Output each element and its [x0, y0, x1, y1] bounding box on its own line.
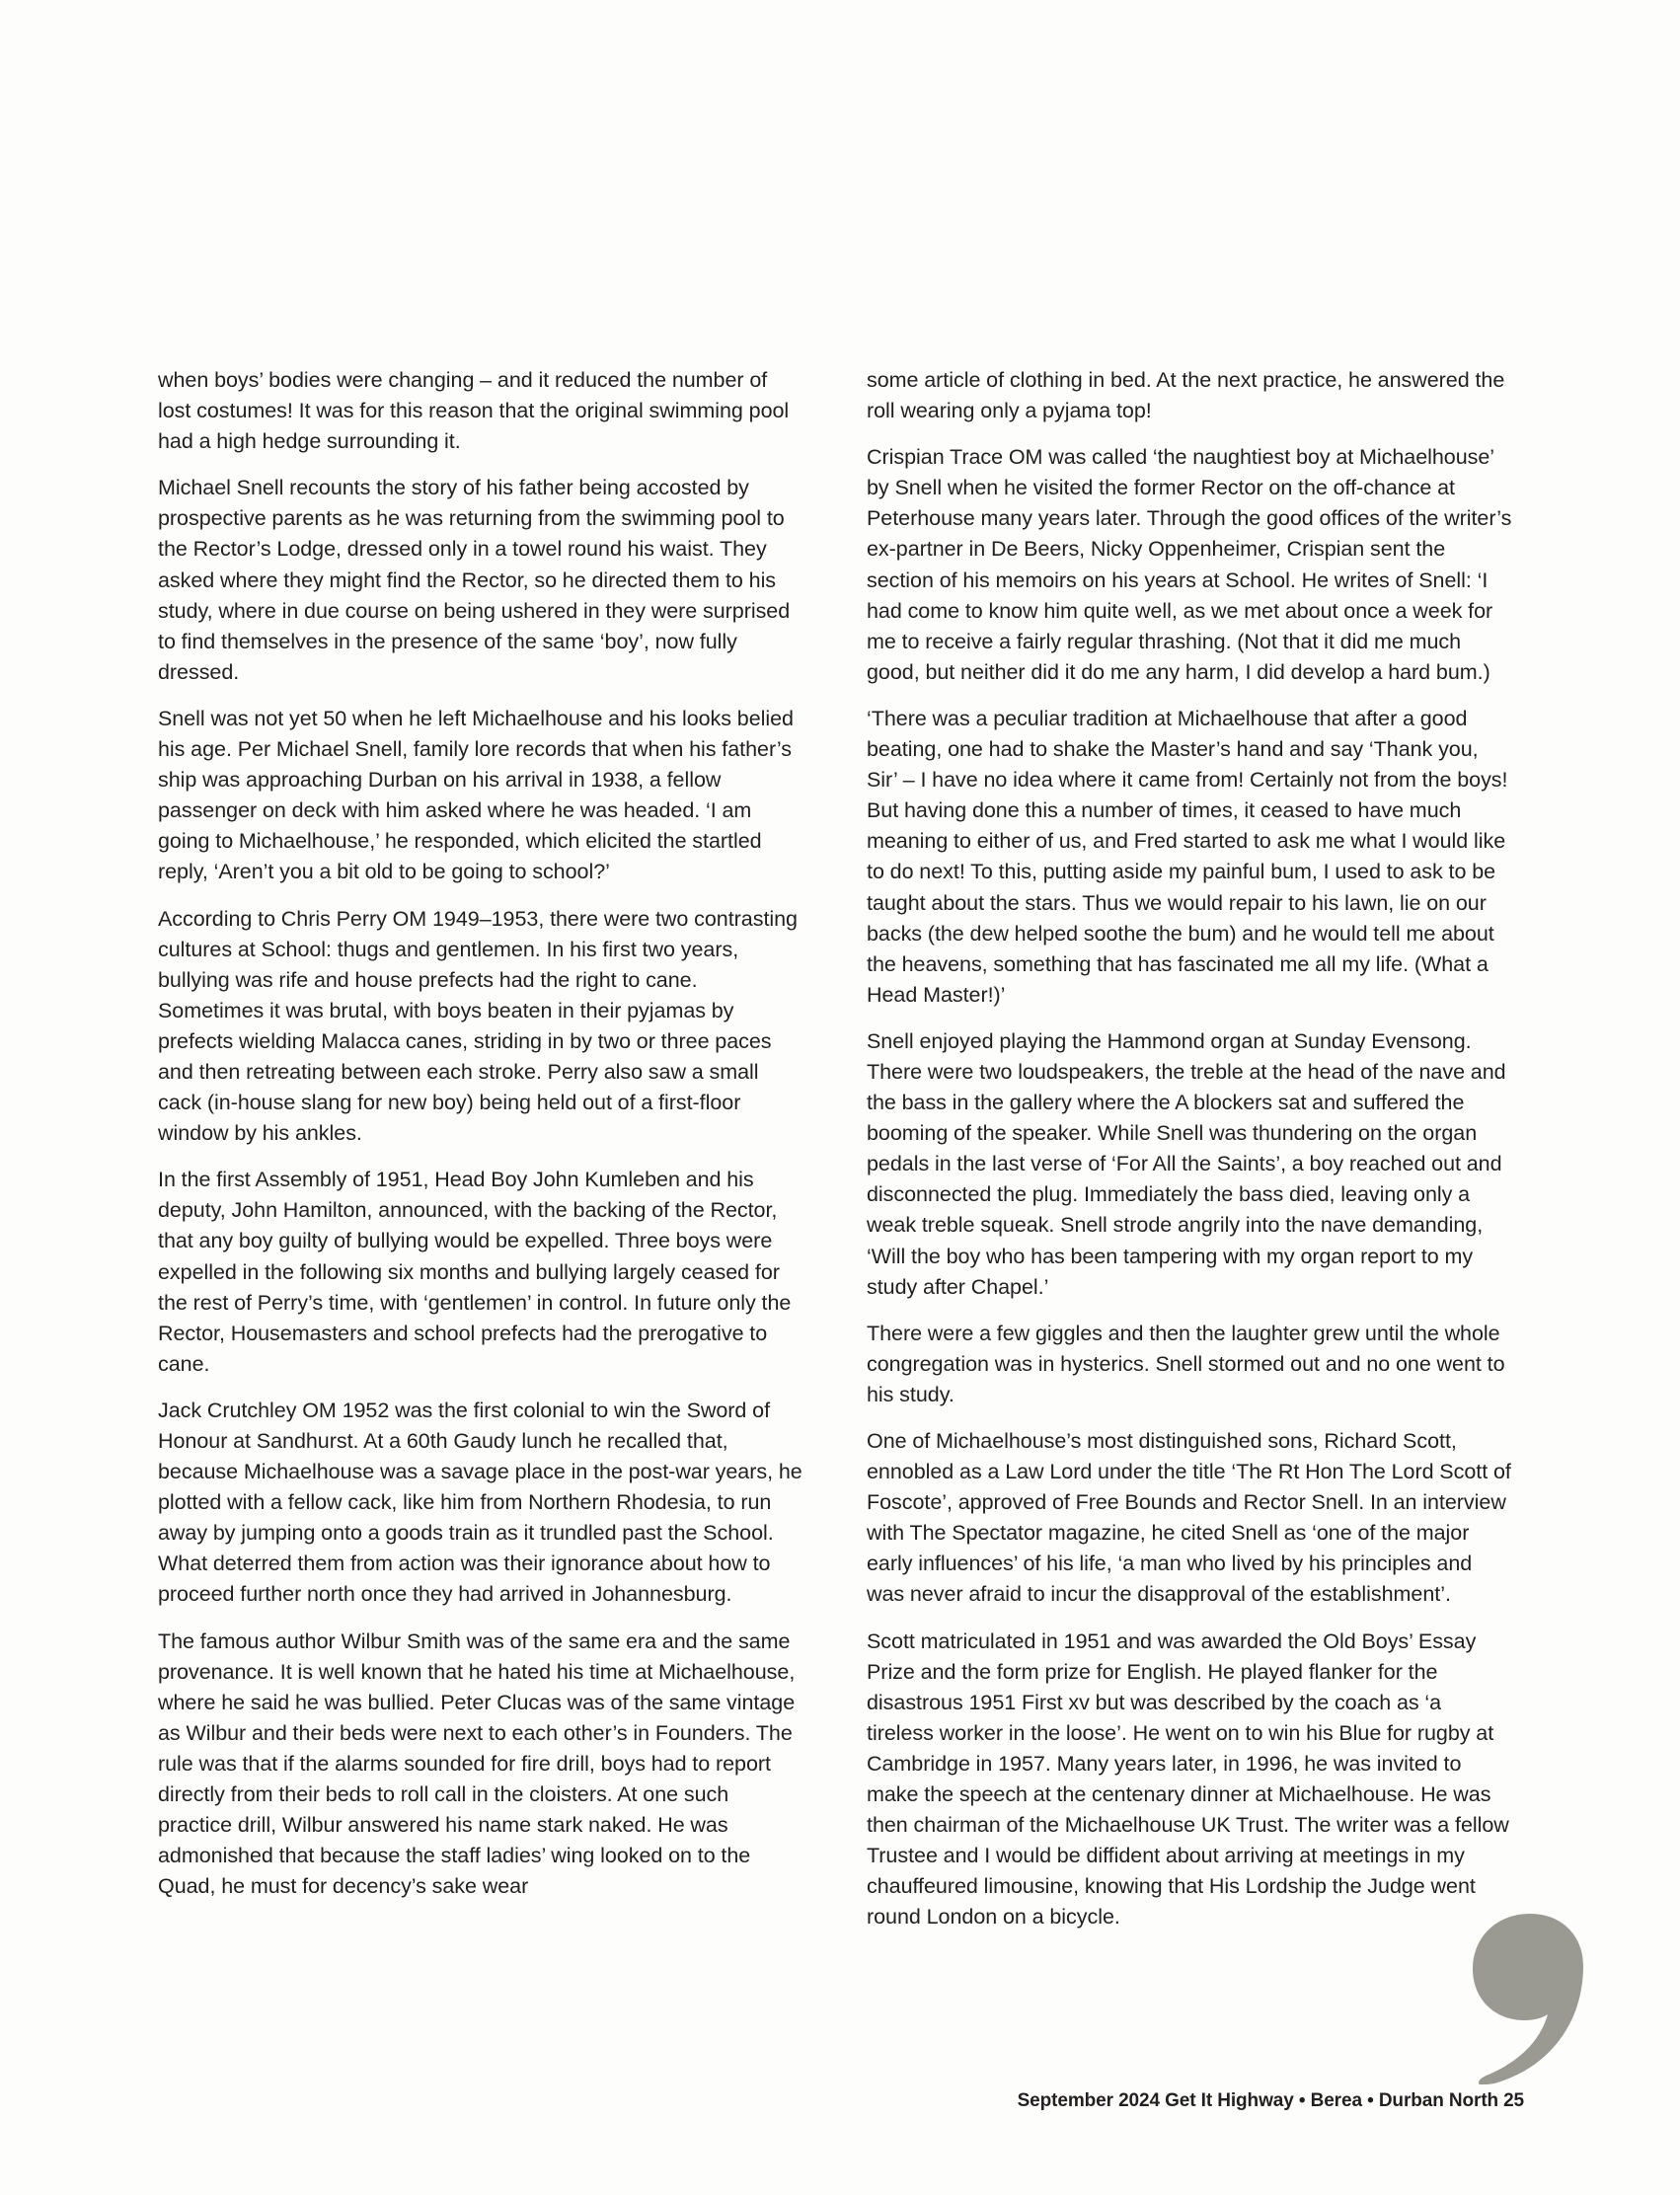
paragraph: One of Michaelhouse’s most distinguished sons, Richard Scott, ennobled as a Law Lord under the title ‘The Rt Hon The Lord Scott of Foscote’, approved of Free Bounds and Rector Snell. In an interview with The Spectator magazine, he cited Snell as ‘one of the major early influences’ of his life, ‘a man who lived by his principles and was never afraid to incur the disapproval of the establishment’. — [867, 1429, 1511, 1607]
paragraph: Scott matriculated in 1951 and was awarded the Old Boys’ Essay Prize and the form prize for English. He played flanker for the disastrous 1951 First xv but was described by the coach as ‘a tireless worker in the loose’. He went on to win his Blue for rugby at Cambridge in 1957. Many years later, in 1996, he was invited to make the speech at the centenary dinner at Michaelhouse. He was then chairman of the Michaelhouse UK Trust. The writer was a fellow Trustee and I would be diffident about arriving at meetings in my chauffeured limousine, knowing that His Lordship the Judge went round London on a bicycle. — [867, 1628, 1509, 1930]
paragraph: some article of clothing in bed. At the next practice, he answered the roll wearing only a pyjama top! — [867, 368, 1505, 423]
paragraph: when boys’ bodies were changing – and it reduced the number of lost costumes! It was for this reason that the original swimming pool had a high hedge surrounding it. — [158, 368, 790, 454]
paragraph: Snell enjoyed playing the Hammond organ at Sunday Evensong. There were two loudspeakers, the treble at the head of the nave and the bass in the gallery where the A blockers sat and suffered the booming of the speaker. While Snell was thundering on the organ pedals in the last verse of ‘For All the Saints’, a boy reached out and disconnected the plug. Immediately the bass died, leaving only a weak treble squeak. Snell strode angrily into the nave demanding, ‘Will the boy who has been tampering with my organ report to my study after Chapel.’ — [867, 1028, 1506, 1299]
paragraph: Jack Crutchley OM 1952 was the first colonial to win the Sword of Honour at Sandhurst. At a 60th Gaudy lunch he recalled that, because Michaelhouse was a savage place in the post-war years, he plotted with a fellow cack, like him from Northern Rhodesia, to run away by jumping onto a goods train as it trundled past the School. What deterred them from action was their ignorance about how to proceed further north once they had arrived in Johannesburg. — [158, 1398, 802, 1607]
page-footer — [1018, 2090, 1524, 2112]
paragraph: According to Chris Perry OM 1949–1953, there were two contrasting cultures at School: thugs and gentlemen. In his first two years, bullying was rife and house prefects had the right to cane. Sometimes it was brutal, with boys beaten in their pyjamas by prefects wielding Malacca canes, striding in by two or three paces and then retreating between each stroke. Perry also saw a small cack (in-house slang for new boy) being held out of a first-floor window by his ankles. — [158, 906, 798, 1146]
left-column — [158, 365, 803, 1902]
paragraph: The famous author Wilbur Smith was of the same era and the same provenance. It is well known that he hated his time at Michaelhouse, where he said he was bullied. Peter Clucas was of the same vintage as Wilbur and their beds were next to each other’s in Founders. The rule was that if the alarms sounded for fire drill, boys had to report directly from their beds to roll call in the cloisters. At one such practice drill, Wilbur answered his name stark naked. He was admonished that because the staff ladies’ wing looked on to the Quad, he must for decency’s sake wear — [158, 1628, 796, 1899]
article-body — [158, 365, 1540, 2043]
footer-page-number: 25 — [1503, 2090, 1524, 2111]
paragraph: Michael Snell recounts the story of his father being accosted by prospective parents as he was returning from the swimming pool to the Rector’s Lodge, dressed only in a towel round his waist. They asked where they might find the Rector, so he directed them to his study, where in due course on being ushered in they were surprised to find themselves in the presence of the same ‘boy’, now fully dressed. — [158, 476, 791, 684]
paragraph: There were a few giggles and then the laughter grew until the whole congregation was in hysterics. Snell stormed out and no one went to his study. — [867, 1321, 1505, 1406]
paragraph: In the first Assembly of 1951, Head Boy John Kumleben and his deputy, John Hamilton, announced, with the backing of the Rector, that any boy guilty of bullying would be expelled. Three boys were expelled in the following six months and bullying largely ceased for the rest of Perry’s time, with ‘gentlemen’ in control. In future only the Rector, Housemasters and school prefects had the prerogative to cane. — [158, 1168, 792, 1376]
footer-issue-line: September 2024 Get It Highway • Berea • Durban North — [1017, 2090, 1499, 2111]
paragraph: Snell was not yet 50 when he left Michaelhouse and his looks belied his age. Per Michael Snell, family lore records that when his father’s ship was approaching Durban on his arrival in 1938, a fellow passenger on deck with him asked where he was headed. ‘I am going to Michaelhouse,’ he responded, which elicited the startled reply, ‘Aren’t you a bit old to be going to school?’ — [158, 706, 794, 884]
right-column — [867, 365, 1512, 1933]
paragraph: ‘There was a peculiar tradition at Michaelhouse that after a good beating, one had to shake the Master’s hand and say ‘Thank you, Sir’ – I have no idea where it came from! Certainly not from the boys! But having done this a number of times, it ceased to have much meaning to either of us, and Fred started to ask me what I would like to do next! To this, putting aside my painful bum, I used to ask to be taught about the stars. Thus we would repair to his lawn, lie on our backs (the dew helped soothe the bum) and he would tell me about the heavens, something that has fascinated me all my life. (What a Head Master!)’ — [867, 706, 1508, 1007]
paragraph: Crispian Trace OM was called ‘the naughtiest boy at Michaelhouse’ by Snell when he visited the former Rector on the off-chance at Peterhouse many years later. Through the good offices of the writer’s ex-partner in De Beers, Nicky Oppenheimer, Crispian sent the section of his memoirs on his years at School. He writes of Snell: ‘I had come to know him quite well, as we met about once a week for me to receive a fairly regular thrashing. (Not that it did me much good, but neither did it do me any harm, I did develop a hard bum.) — [867, 445, 1512, 684]
